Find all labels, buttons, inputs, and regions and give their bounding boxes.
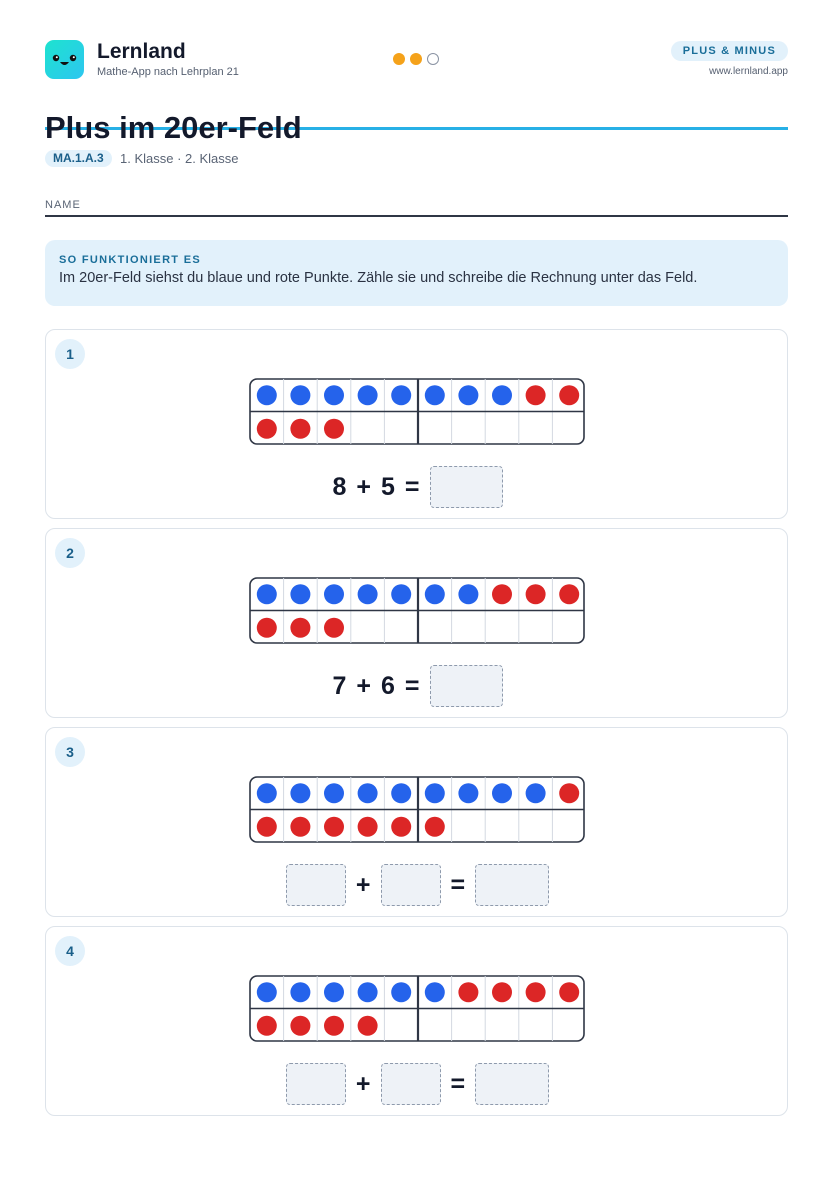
plus-sign: +: [355, 870, 371, 899]
equals-sign: =: [404, 671, 420, 700]
equation-row: [46, 863, 789, 907]
blue-counter-dot: [458, 584, 478, 604]
brand-name: Lernland: [97, 40, 186, 63]
blue-counter-dot: [425, 584, 445, 604]
red-counter-dot: [257, 1016, 277, 1036]
twenty-frame: [249, 975, 585, 1042]
red-counter-dot: [526, 385, 546, 405]
progress-dot: [410, 53, 422, 65]
grade-level: 1. Klasse · 2. Klasse: [120, 151, 239, 166]
red-counter-dot: [257, 618, 277, 638]
plus-sign: +: [355, 1069, 371, 1098]
blue-counter-dot: [324, 584, 344, 604]
blue-counter-dot: [358, 584, 378, 604]
answer-box[interactable]: [475, 864, 549, 906]
second-addend: 6: [381, 671, 395, 700]
curriculum-code-badge: MA.1.A.3: [45, 150, 112, 167]
blue-counter-dot: [324, 783, 344, 803]
page-title: Plus im 20er-Feld: [45, 110, 302, 145]
twenty-frame: [249, 776, 585, 843]
first-addend: 8: [332, 472, 347, 501]
red-counter-dot: [324, 618, 344, 638]
brand-subtitle: Mathe-App nach Lehrplan 21: [97, 66, 239, 78]
red-counter-dot: [358, 817, 378, 837]
blue-counter-dot: [391, 584, 411, 604]
progress-dots: [393, 53, 439, 65]
task-card: [45, 528, 788, 718]
blue-counter-dot: [257, 982, 277, 1002]
red-counter-dot: [492, 584, 512, 604]
blue-counter-dot: [425, 982, 445, 1002]
blue-counter-dot: [257, 385, 277, 405]
mascot-logo-icon: [45, 40, 84, 79]
equation-row: [46, 465, 789, 509]
red-counter-dot: [257, 817, 277, 837]
blue-counter-dot: [391, 783, 411, 803]
first-addend-box[interactable]: [286, 864, 346, 906]
second-addend-box[interactable]: [381, 1063, 441, 1105]
blue-counter-dot: [290, 783, 310, 803]
blue-counter-dot: [290, 385, 310, 405]
instructions-text: Im 20er-Feld siehst du blaue und rote Punkte. Zähle sie und schreibe die Rechnung unter das Feld.: [59, 270, 698, 286]
red-counter-dot: [290, 817, 310, 837]
task-card: [45, 727, 788, 917]
red-counter-dot: [391, 817, 411, 837]
red-counter-dot: [324, 419, 344, 439]
first-addend: 7: [332, 671, 347, 700]
blue-counter-dot: [526, 783, 546, 803]
topic-badge: PLUS & MINUS: [671, 41, 788, 61]
equation-row: [46, 664, 789, 708]
twenty-frame: [249, 378, 585, 445]
red-counter-dot: [324, 817, 344, 837]
blue-counter-dot: [458, 783, 478, 803]
plus-sign: +: [356, 671, 371, 700]
blue-counter-dot: [458, 385, 478, 405]
red-counter-dot: [290, 419, 310, 439]
red-counter-dot: [559, 584, 579, 604]
first-addend-box[interactable]: [286, 1063, 346, 1105]
blue-counter-dot: [492, 783, 512, 803]
progress-dot: [427, 53, 439, 65]
red-counter-dot: [324, 1016, 344, 1036]
blue-counter-dot: [358, 385, 378, 405]
red-counter-dot: [290, 618, 310, 638]
red-counter-dot: [425, 817, 445, 837]
equals-sign: =: [404, 472, 420, 501]
red-counter-dot: [559, 385, 579, 405]
blue-counter-dot: [358, 982, 378, 1002]
red-counter-dot: [492, 982, 512, 1002]
task-number: 2: [55, 538, 85, 568]
task-number: 3: [55, 737, 85, 767]
blue-counter-dot: [391, 385, 411, 405]
red-counter-dot: [257, 419, 277, 439]
answer-box[interactable]: [430, 665, 503, 707]
equals-sign: =: [450, 1069, 466, 1098]
red-counter-dot: [358, 1016, 378, 1036]
red-counter-dot: [526, 584, 546, 604]
blue-counter-dot: [324, 982, 344, 1002]
blue-counter-dot: [257, 783, 277, 803]
equation-row: [46, 1062, 789, 1106]
blue-counter-dot: [290, 982, 310, 1002]
task-card: [45, 329, 788, 519]
red-counter-dot: [526, 982, 546, 1002]
blue-counter-dot: [391, 982, 411, 1002]
blue-counter-dot: [425, 385, 445, 405]
blue-counter-dot: [324, 385, 344, 405]
answer-box[interactable]: [475, 1063, 549, 1105]
website-url: www.lernland.app: [709, 66, 788, 77]
red-counter-dot: [559, 982, 579, 1002]
progress-dot: [393, 53, 405, 65]
blue-counter-dot: [257, 584, 277, 604]
red-counter-dot: [559, 783, 579, 803]
task-number: 4: [55, 936, 85, 966]
blue-counter-dot: [425, 783, 445, 803]
blue-counter-dot: [492, 385, 512, 405]
task-number: 1: [55, 339, 85, 369]
blue-counter-dot: [290, 584, 310, 604]
second-addend-box[interactable]: [381, 864, 441, 906]
second-addend: 5: [381, 472, 395, 501]
instructions-heading: SO FUNKTIONIERT ES: [59, 254, 201, 266]
name-label: NAME: [45, 199, 81, 211]
answer-box[interactable]: [430, 466, 503, 508]
instructions-box: [45, 240, 788, 306]
red-counter-dot: [458, 982, 478, 1002]
task-card: [45, 926, 788, 1116]
plus-sign: +: [356, 472, 371, 501]
header: [45, 38, 788, 90]
name-write-line[interactable]: [45, 215, 788, 217]
equals-sign: =: [450, 870, 466, 899]
blue-counter-dot: [358, 783, 378, 803]
red-counter-dot: [290, 1016, 310, 1036]
twenty-frame: [249, 577, 585, 644]
